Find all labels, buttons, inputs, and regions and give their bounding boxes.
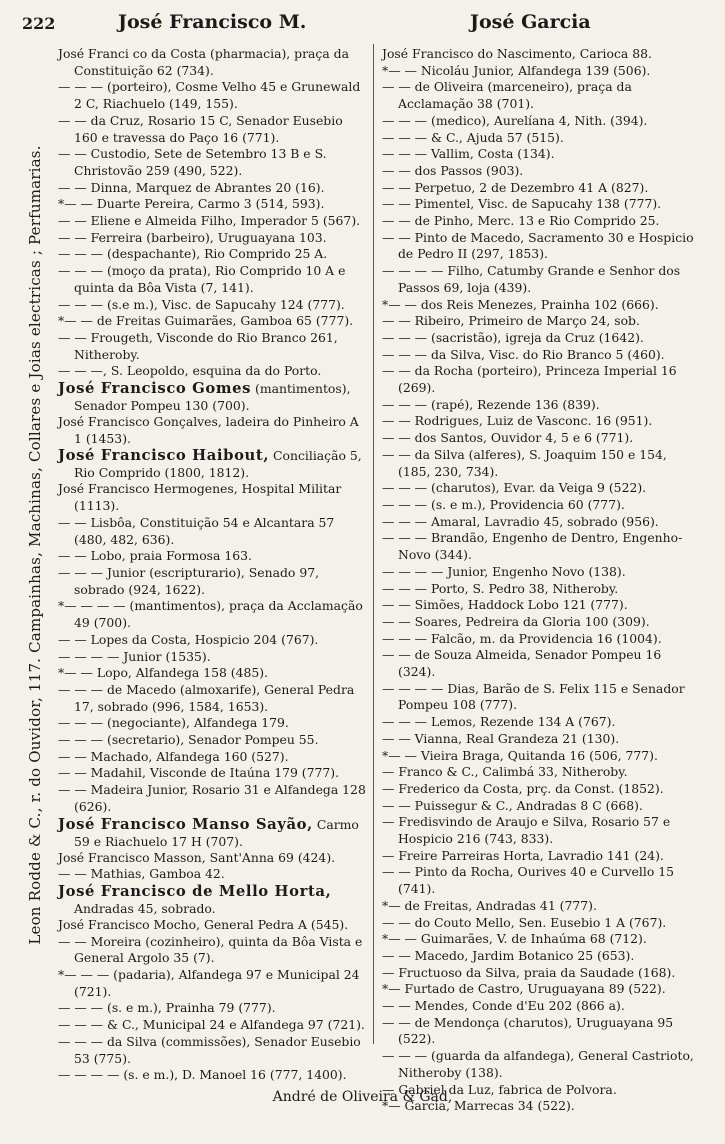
directory-entry: José Francisco Hermogenes, Hospital Militar (1113). — [58, 481, 342, 514]
right-column — [382, 46, 698, 1115]
directory-entry: — — Rodrigues, Luiz de Vasconc. 16 (951). — [382, 413, 653, 429]
directory-entry: — — de Mendonça (charutos), Uruguayana 95 (522). — [382, 1014, 674, 1047]
directory-entry: — — Ferreira (barbeiro), Uruguayana 103. — [58, 229, 327, 245]
directory-entry: — — Custodio, Sete de Setembro 13 B e S. Christovão 259 (490, 522). — [58, 146, 327, 178]
directory-entry: — — Machado, Alfandega 160 (527). — [58, 748, 289, 764]
directory-entry: — — de Oliveira (marceneiro), praça da Acclamação 38 (701). — [382, 79, 632, 112]
directory-entry: *— — Lopo, Alfandega 158 (485). — [58, 665, 269, 681]
entry-heading-details: (mantimentos), Senador Pompeu 130 (700). — [74, 381, 351, 414]
directory-entry: *— — Duarte Pereira, Carmo 3 (514, 593). — [58, 196, 325, 212]
entry-heading-details: Andradas 45, sobrado. — [74, 900, 216, 916]
directory-entry: — — — (negociante), Alfandega 179. — [58, 715, 289, 731]
directory-entry: — — — — Filho, Catumby Grande e Senhor dos Passos 69, loja (439). — [382, 263, 681, 295]
directory-entry: *— — — — (mantimentos), praça da Acclamação 49 (700). — [58, 598, 363, 631]
directory-entry: — — — — (s. e m.), D. Manoel 16 (777, 1400). — [58, 1067, 347, 1083]
directory-entry: *— — de Freitas Guimarães, Gamboa 65 (777). — [58, 313, 354, 329]
entry-heading-name: José Francisco Haibout, — [58, 447, 270, 465]
directory-entry: — — Ribeiro, Primeiro de Março 24, sob. — [382, 313, 640, 329]
directory-entry: — — Puissegur & C., Andradas 8 C (668). — [382, 797, 643, 813]
directory-entry: — — — (porteiro), Cosme Velho 45 e Grunewald 2 C, Riachuelo (149, 155). — [58, 79, 361, 112]
directory-entry: — — — (charutos), Evar. da Veiga 9 (522). — [382, 480, 647, 496]
directory-entry: — — Pinto de Macedo, Sacramento 30 e Hospicio de Pedro II (297, 1853). — [382, 229, 694, 262]
directory-entry: *— — — (padaria), Alfandega 97 e Municipal 24 (721). — [58, 967, 360, 999]
directory-entry — [58, 447, 370, 481]
directory-entry: — — — Falcão, m. da Providencia 16 (1004). — [382, 630, 662, 646]
directory-entry: *— Furtado de Castro, Uruguayana 89 (522). — [382, 981, 666, 997]
directory-entry: — — — Vallim, Costa (134). — [382, 146, 555, 162]
directory-entry: — — Simões, Haddock Lobo 121 (777). — [382, 597, 628, 613]
directory-entry: — — — Porto, S. Pedro 38, Nitheroby. — [382, 580, 619, 596]
directory-entry: — — Soares, Pedreira da Gloria 100 (309). — [382, 613, 650, 629]
entry-heading-details: Carmo 59 e Riachuelo 17 H (707). — [74, 816, 359, 849]
directory-entry: — Fructuoso da Silva, praia da Saudade (168). — [382, 964, 676, 980]
directory-entry: — — dos Santos, Ouvidor 4, 5 e 6 (771). — [382, 430, 634, 446]
directory-entry: — — Lobo, praia Formosa 163. — [58, 548, 252, 564]
entry-heading-name: José Francisco Manso Sayão, — [58, 815, 313, 833]
column-divider — [373, 44, 374, 1044]
directory-entry: — — Madahil, Visconde de Itaúna 179 (777). — [58, 765, 340, 781]
directory-entry: — Freire Parreiras Horta, Lavradio 141 (24). — [382, 847, 664, 863]
directory-entry: — — — (medico), Aurelíana 4, Nith. (394). — [382, 112, 648, 128]
directory-entry: — — — & C., Ajuda 57 (515). — [382, 129, 564, 145]
side-advertisement — [20, 115, 50, 975]
directory-entry: — — —, S. Leopoldo, esquina da do Porto. — [58, 363, 322, 379]
directory-entry: — — — (rapé), Rezende 136 (839). — [382, 396, 600, 412]
directory-entry: — — — Brandão, Engenho de Dentro, Engenho-Novo (344). — [382, 530, 683, 563]
directory-entry: — — Macedo, Jardim Botanico 25 (653). — [382, 947, 635, 963]
directory-entry: — — — da Silva (commissões), Senador Eusebio 53 (775). — [58, 1033, 361, 1066]
directory-entry: — — — Lemos, Rezende 134 A (767). — [382, 714, 616, 730]
directory-entry: — — Mendes, Conde d'Eu 202 (866 a). — [382, 998, 625, 1014]
directory-entry: — — — da Silva, Visc. do Rio Branco 5 (460). — [382, 346, 665, 362]
left-column — [58, 46, 370, 1084]
directory-entry: — — — (s. e m.), Providencia 60 (777). — [382, 496, 625, 512]
directory-entry: — — da Silva (alferes), S. Joaquim 150 e 154, (185, 230, 734). — [382, 446, 667, 479]
directory-entry: — — — — Junior, Engenho Novo (138). — [382, 563, 626, 579]
directory-entry — [58, 816, 370, 850]
directory-entry: — — da Cruz, Rosario 15 C, Senador Eusebio 160 e travessa do Paço 16 (771). — [58, 112, 343, 145]
entry-heading-name: José Francisco Gomes — [58, 380, 252, 398]
directory-entry: *— — Vieira Braga, Quitanda 16 (506, 777). — [382, 747, 658, 763]
directory-entry: — — Frougeth, Visconde do Rio Branco 261, Nitheroby. — [58, 329, 338, 362]
directory-entry: — — Pinto da Rocha, Ourives 40 e Curvello 15 (741). — [382, 864, 674, 897]
directory-entry: — — — Junior (escripturario), Senado 97, sobrado (924, 1622). — [58, 564, 320, 597]
directory-entry: — — Vianna, Real Grandeza 21 (130). — [382, 730, 620, 746]
directory-entry: — — do Couto Mello, Sen. Eusebio 1 A (767). — [382, 914, 667, 930]
directory-entry: — — Eliene e Almeida Filho, Imperador 5 (567). — [58, 213, 361, 229]
directory-entry: — — — (guarda da alfandega), General Castrioto, Nitheroby (138). — [382, 1048, 694, 1080]
directory-entry: — — — — Dias, Barão de S. Felix 115 e Senador Pompeu 108 (777). — [382, 680, 685, 713]
directory-entry: — — dos Passos (903). — [382, 162, 524, 178]
directory-entry: — — — (despachante), Rio Comprido 25 A. — [58, 246, 328, 262]
directory-entry: José Francisco do Nascimento, Carioca 88. — [382, 46, 652, 61]
directory-entry: — — de Souza Almeida, Senador Pompeu 16 (324). — [382, 647, 662, 680]
directory-entry: — Gabriel da Luz, fabrica de Polvora. — [382, 1081, 617, 1097]
directory-entry: — — — & C., Municipal 24 e Alfandega 97 (721). — [58, 1017, 365, 1033]
directory-entry: — — Lisbôa, Constituição 54 e Alcantara 57 (480, 482, 636). — [58, 514, 335, 547]
directory-entry: — Frederico da Costa, prç. da Const. (1852). — [382, 780, 664, 796]
directory-entry: — Fredisvindo de Araujo e Silva, Rosario 57 e Hospicio 216 (743, 833). — [382, 814, 671, 847]
directory-entry: — — — (s.e m.), Visc. de Sapucahy 124 (777). — [58, 296, 345, 312]
directory-entry: José Francisco Mocho, General Pedra A (545). — [58, 916, 349, 932]
directory-entry: *— de Freitas, Andradas 41 (777). — [382, 897, 597, 913]
entry-heading-details: Conciliação 5, Rio Comprido (1800, 1812). — [74, 448, 362, 481]
directory-entry: *— — dos Reis Menezes, Prainha 102 (666). — [382, 296, 659, 312]
directory-entry: — — — (s. e m.), Prainha 79 (777). — [58, 1000, 276, 1016]
directory-entry: — — — (secretario), Senador Pompeu 55. — [58, 732, 319, 748]
directory-entry: — — Lopes da Costa, Hospicio 204 (767). — [58, 631, 319, 647]
directory-entry — [58, 883, 370, 917]
directory-entry: — — — (sacristão), igreja da Cruz (1642). — [382, 329, 644, 345]
directory-entry: — — — Amaral, Lavradio 45, sobrado (956). — [382, 513, 659, 529]
directory-entry: — — Moreira (cozinheiro), quinta da Bôa Vista e General Argolo 35 (7). — [58, 933, 363, 966]
directory-entry: José Franci co da Costa (pharmacia), praça da Constituição 62 (734). — [58, 46, 350, 78]
entry-heading-name: José Francisco de Mello Horta, — [58, 882, 332, 900]
directory-entry: José Francisco Masson, Sant'Anna 69 (424). — [58, 849, 336, 865]
directory-entry: — — — — Junior (1535). — [58, 648, 211, 664]
directory-entry: — — — de Macedo (almoxarife), General Pedra 17, sobrado (996, 1584, 1653). — [58, 681, 355, 714]
directory-entry: — — da Rocha (porteiro), Princeza Imperial 16 (269). — [382, 363, 677, 396]
directory-entry: — — Pimentel, Visc. de Sapucahy 138 (777). — [382, 196, 662, 212]
directory-entry: — — de Pinho, Merc. 13 e Rio Comprido 25. — [382, 213, 660, 229]
directory-entry: — — Mathias, Gamboa 42. — [58, 866, 225, 882]
directory-entry: — — Dinna, Marquez de Abrantes 20 (16). — [58, 179, 325, 195]
left-running-head: José Francisco M. — [118, 11, 307, 33]
directory-entry: *— Garcia, Marrecas 34 (522). — [382, 1098, 575, 1114]
directory-entry: *— — Nicoláu Junior, Alfandega 139 (506). — [382, 62, 651, 78]
right-running-head: José Garcia — [470, 11, 591, 33]
directory-entry: — — Madeira Junior, Rosario 31 e Alfandega 128 (626). — [58, 782, 366, 814]
directory-entry: *— — Guimarães, V. de Inhaúma 68 (712). — [382, 931, 647, 947]
directory-entry: José Francisco Gonçalves, ladeira do Pinheiro A 1 (1453). — [58, 414, 359, 446]
directory-entry: — — Perpetuo, 2 de Dezembro 41 A (827). — [382, 179, 649, 195]
directory-entry — [58, 380, 370, 414]
side-advertisement-text: Leon Rodde & C., r. do Ouvidor, 117. Campainhas, Machinas, Collares e Joias electricas ; Perfumarias. — [26, 145, 44, 945]
directory-entry: — — — (moço da prata), Rio Comprido 10 A e quinta da Bôa Vista (7, 141). — [58, 263, 346, 295]
directory-entry: — Franco & C., Calimbá 33, Nitheroby. — [382, 764, 628, 780]
page-number: 222 — [22, 14, 56, 33]
publisher-footer: André de Oliveira & Gad, — [272, 1089, 453, 1105]
